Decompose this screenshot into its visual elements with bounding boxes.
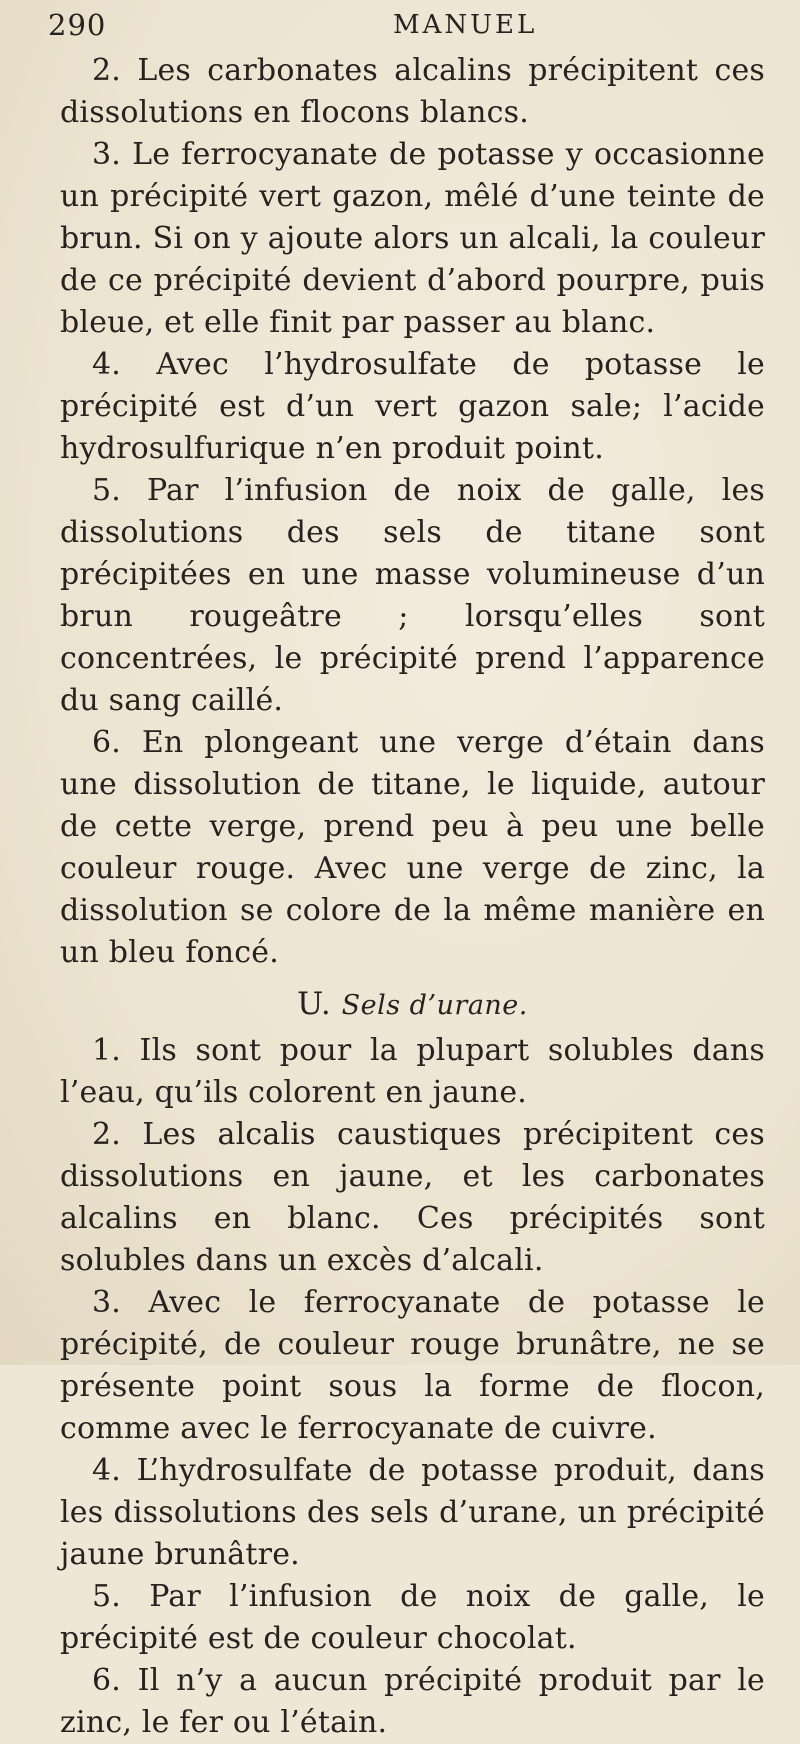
section-letter: U. <box>297 986 332 1022</box>
running-title: MANUEL <box>393 10 538 40</box>
paragraph: 4. Avec l’hydrosulfate de potasse le précipité est d’un vert gazon sale; l’acide hydrosulfurique n’en produit point. <box>60 347 765 466</box>
page-number: 290 <box>48 8 107 42</box>
paragraph: 6. Il n’y a aucun précipité produit par le zinc, le fer ou l’étain. <box>60 1663 765 1740</box>
paragraph: 6. En plongeant une verge d’étain dans une dissolution de titane, le liquide, autour de cette verge, prend peu à peu une belle couleur rouge. Avec une verge de zinc, la dissolution se colore de la même manière en un bleu foncé. <box>60 725 765 970</box>
section-title: Sels d’urane. <box>341 990 528 1021</box>
paragraph: 3. Avec le ferrocyanate de potasse le précipité, de couleur rouge brunâtre, ne se présente point sous la forme de flocon, comme avec le ferrocyanate de cuivre. <box>60 1285 765 1446</box>
section-heading <box>60 980 765 1030</box>
paragraph: 5. Par l’infusion de noix de galle, les dissolutions des sels de titane sont précipitées en une masse volumineuse d’un brun rougeâtre ; lorsqu’elles sont concentrées, le précipité prend l’apparence du sang caillé. <box>60 473 765 718</box>
paragraph: 4. L’hydrosulfate de potasse produit, dans les dissolutions des sels d’urane, un précipité jaune brunâtre. <box>60 1453 765 1572</box>
body-text <box>60 50 765 1744</box>
paragraph: 2. Les carbonates alcalins précipitent ces dissolutions en flocons blancs. <box>60 53 765 130</box>
paragraph: 3. Le ferrocyanate de potasse y occasionne un précipité vert gazon, mêlé d’une teinte de brun. Si on y ajoute alors un alcali, la couleur de ce précipité devient d’abord pourpre, puis bleue, et elle finit par passer au blanc. <box>60 137 765 340</box>
page-header <box>48 8 760 50</box>
paragraph: 5. Par l’infusion de noix de galle, le précipité est de couleur chocolat. <box>60 1579 765 1656</box>
paragraph: 2. Les alcalis caustiques précipitent ces dissolutions en jaune, et les carbonates alcalins en blanc. Ces précipités sont solubles dans un excès d’alcali. <box>60 1117 765 1278</box>
paragraph: 1. Ils sont pour la plupart solubles dans l’eau, qu’ils colorent en jaune. <box>60 1033 765 1110</box>
